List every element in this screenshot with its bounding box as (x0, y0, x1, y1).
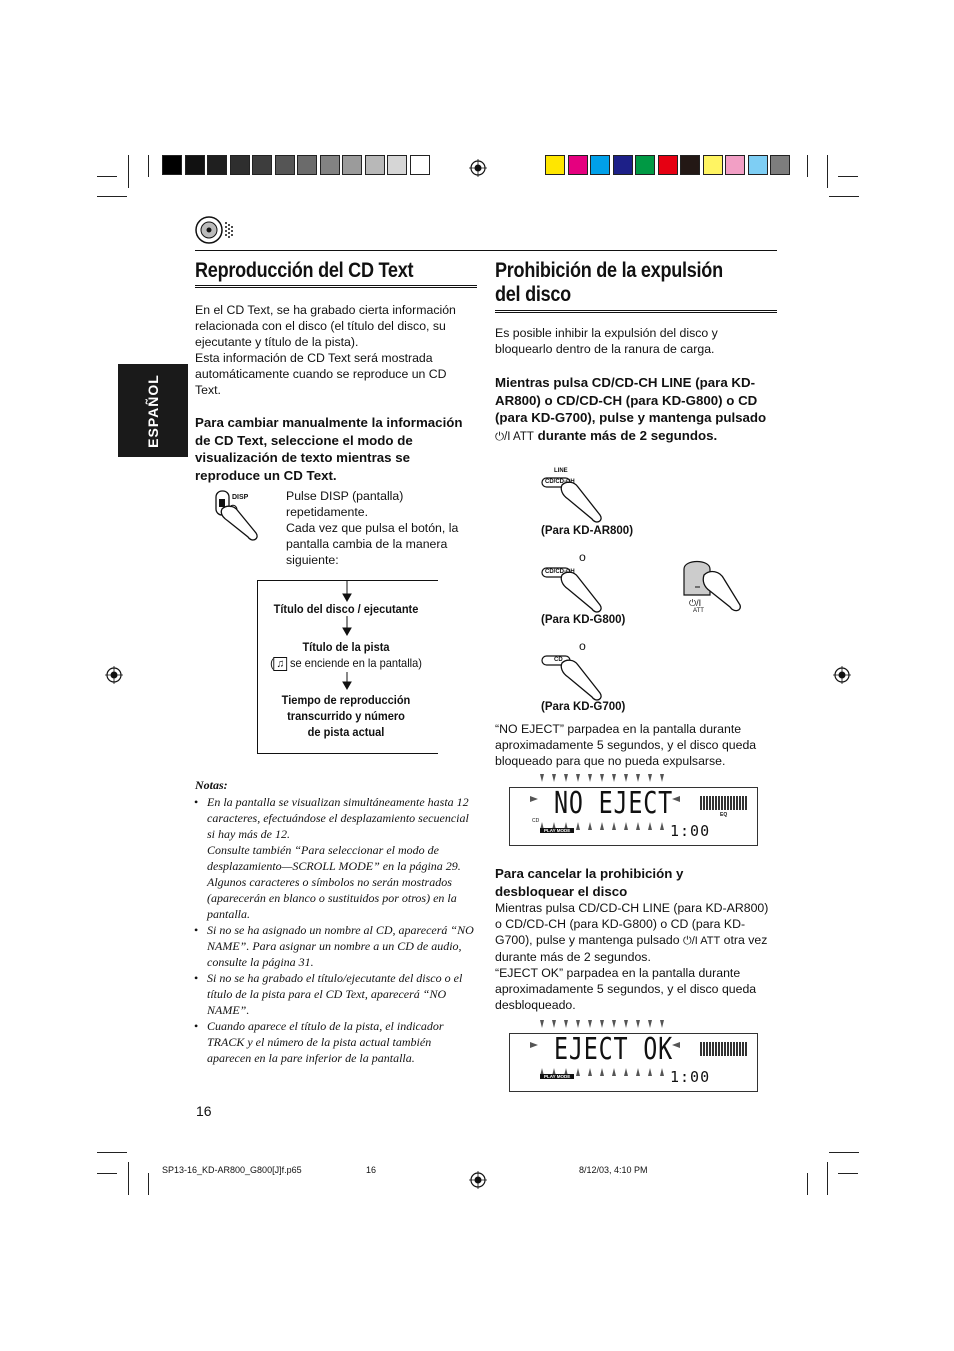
color-swatch (770, 155, 790, 175)
cd-button-hand-icon (540, 653, 620, 701)
crop-mark (97, 176, 117, 177)
caption-kd-g800: (Para KD-G800) (541, 614, 626, 626)
flow-step-track-title: Título de la pista ( ♫ se enciende en la pantalla) (270, 640, 422, 670)
crop-mark (838, 176, 858, 177)
section-title-line: Prohibición de la expulsión (495, 259, 723, 282)
footer-date: 8/12/03, 4:10 PM (579, 1165, 648, 1175)
cd-disc-icon (195, 215, 237, 245)
lcd-main-text: EJECT OK (554, 1032, 673, 1067)
note-item: • Si no se ha grabado el título/ejecutante del disco o el título de la pista para el CD Text, aparecerá “NO NAME”. (195, 970, 477, 1018)
flow-step-elapsed-time: Tiempo de reproducción transcurrido y número de pista actual (281, 693, 411, 739)
note-item: • Cuando aparece el título de la pista, el indicador TRACK y el número de la pista actual también aparecen en la pare inferior de la pantalla. (195, 1018, 477, 1066)
color-swatch (320, 155, 340, 175)
eject-instruction: Mientras pulsa CD/CD-CH LINE (para KD-AR800) o CD/CD-CH (para KD-G800) o CD (para KD-G700), pulse y mantenga pulsado ⏻/I ATT durante más de 2 segundos. (495, 375, 767, 443)
cd-label: CD (554, 657, 563, 663)
color-swatch (680, 155, 700, 175)
crop-mark (838, 1173, 858, 1174)
crop-mark (827, 155, 828, 188)
flow-step-disc-title: Título del disco / ejecutante (273, 602, 419, 616)
registration-mark-icon (469, 1171, 487, 1189)
color-swatch (297, 155, 317, 175)
eject-intro: Es posible inhibir la expulsión del disco y bloquearlo dentro de la ranura de carga. (495, 326, 718, 356)
crop-mark (128, 1162, 129, 1195)
notes-title: Notas: (195, 778, 228, 792)
color-swatch (230, 155, 250, 175)
color-swatch (185, 155, 205, 175)
registration-mark-icon (833, 666, 851, 684)
lcd-play-mode-indicator: PLAY MODE (540, 1074, 574, 1079)
color-swatch (568, 155, 588, 175)
color-swatch (725, 155, 745, 175)
section-title-eject (495, 259, 815, 307)
cd-cdch-label: CD/CD-CH (545, 479, 575, 485)
header-rule (195, 250, 777, 251)
notes-section (195, 777, 477, 1066)
or-text: o (579, 639, 586, 653)
color-swatch (387, 155, 407, 175)
lcd-play-mode-indicator: PLAY MODE (540, 828, 574, 833)
crop-mark (128, 155, 129, 188)
step-text: Pulse DISP (pantalla) repetidamente. (286, 489, 404, 519)
intro-paragraph: En el CD Text, se ha grabado cierta información relacionada con el disco (el título del disco, su ejecutante y título de la pista). (195, 303, 456, 349)
color-swatch (613, 155, 633, 175)
title-underline (195, 285, 477, 288)
page-number: 16 (196, 1103, 212, 1119)
no-eject-description: “NO EJECT” parpadea en la pantalla durante aproximadamente 5 segundos, y el disco queda bloqueado para que no pueda expulsarse. (495, 722, 757, 768)
section-title-line: del disco (495, 283, 571, 306)
crop-mark (829, 1152, 859, 1153)
color-swatch (748, 155, 768, 175)
language-tab-label: ESPAÑOL (145, 373, 161, 448)
crop-mark (807, 155, 808, 177)
instruction-heading: Para cambiar manualmente la información de CD Text, seleccione el modo de visualización de texto mientras se reproduce un CD Text. (195, 415, 463, 483)
note-item: • Si no se ha asignado un nombre al CD, aparecerá “NO NAME”. Para asignar un nombre a un CD de audio, consulte la página 31. (195, 922, 477, 970)
crop-mark (827, 1162, 828, 1195)
caption-kd-ar800: (Para KD-AR800) (541, 525, 634, 537)
or-text: o (579, 550, 586, 564)
page-title: Reproducción del CD Text (195, 259, 414, 282)
process-color-bar (545, 155, 793, 177)
language-tab (118, 364, 188, 457)
power-att-icon: ⏻/I ATT (495, 430, 534, 443)
intro-paragraph: Esta información de CD Text será mostrada automáticamente cuando se reproduce un CD Text. (195, 351, 447, 397)
music-note-icon: ♫ (274, 657, 287, 671)
grayscale-color-bar (162, 155, 432, 177)
color-swatch (545, 155, 565, 175)
crop-mark (807, 1173, 808, 1195)
crop-mark (97, 1152, 127, 1153)
disp-button-label: DISP (232, 494, 249, 501)
cd-text-intro (195, 302, 475, 398)
lcd-eq-indicator: EQ (720, 812, 728, 818)
crop-mark (829, 196, 859, 197)
lcd-eject-ok (509, 1033, 758, 1092)
power-icon: ⏻/I (689, 598, 702, 608)
cd-cdch-label: CD/CD-CH (545, 569, 575, 575)
color-swatch (703, 155, 723, 175)
color-swatch (635, 155, 655, 175)
crop-mark (97, 196, 127, 197)
color-swatch (365, 155, 385, 175)
disp-steps (286, 488, 476, 568)
lcd-time-digits: 1:00 (670, 822, 711, 840)
crop-mark (148, 1173, 149, 1195)
crop-mark (148, 155, 149, 177)
footer-filename: SP13-16_KD-AR800_G800[J]f.p65 (162, 1165, 302, 1175)
crop-mark (97, 1173, 117, 1174)
color-swatch (207, 155, 227, 175)
cancel-heading: Para cancelar la prohibición y desbloquear el disco (495, 866, 684, 899)
color-swatch (410, 155, 430, 175)
cancel-description: Mientras pulsa CD/CD-CH LINE (para KD-AR800) o CD/CD-CH (para KD-G800) o CD (para KD-G700), pulse y mantenga pulsado ⏻/I ATT otra vez durante más de 2 segundos. “EJECT OK” parpadea en la pantalla durante aproximadamente 5 segundos, y el disco queda desbloqueado. (495, 901, 769, 1012)
registration-mark-icon (469, 159, 487, 177)
power-att-icon: ⏻/I ATT (683, 935, 721, 947)
footer-page: 16 (366, 1165, 377, 1175)
lcd-level-meter (700, 1042, 748, 1056)
lcd-level-meter (700, 796, 748, 810)
att-label: ATT (693, 608, 704, 614)
color-swatch (342, 155, 362, 175)
color-swatch (162, 155, 182, 175)
caption-kd-g700: (Para KD-G700) (541, 701, 626, 713)
step-text: Cada vez que pulsa el botón, la pantalla cambia de la manera siguiente: (286, 521, 459, 567)
note-item: • En la pantalla se visualizan simultáneamente hasta 12 caracteres, efectuándose el desplazamiento secuencial si hay más de 12. Consulte también “Para seleccionar el modo de desplazamiento—SCROLL MODE” en la página 29. Algunos caracteres o símbolos no serán mostrados (aparecerán en blanco o sustituidos por otros) en la pantalla. (195, 794, 477, 922)
lcd-time-digits: 1:00 (670, 1068, 711, 1086)
color-swatch (590, 155, 610, 175)
title-underline (495, 310, 777, 313)
lcd-cd-indicator: CD (532, 818, 540, 824)
section-title-cd-text (195, 259, 495, 283)
line-label: LINE (554, 468, 568, 474)
lcd-main-text: NO EJECT (554, 786, 673, 821)
color-swatch (658, 155, 678, 175)
color-swatch (275, 155, 295, 175)
registration-mark-icon (105, 666, 123, 684)
lcd-no-eject (509, 787, 758, 846)
color-swatch (252, 155, 272, 175)
